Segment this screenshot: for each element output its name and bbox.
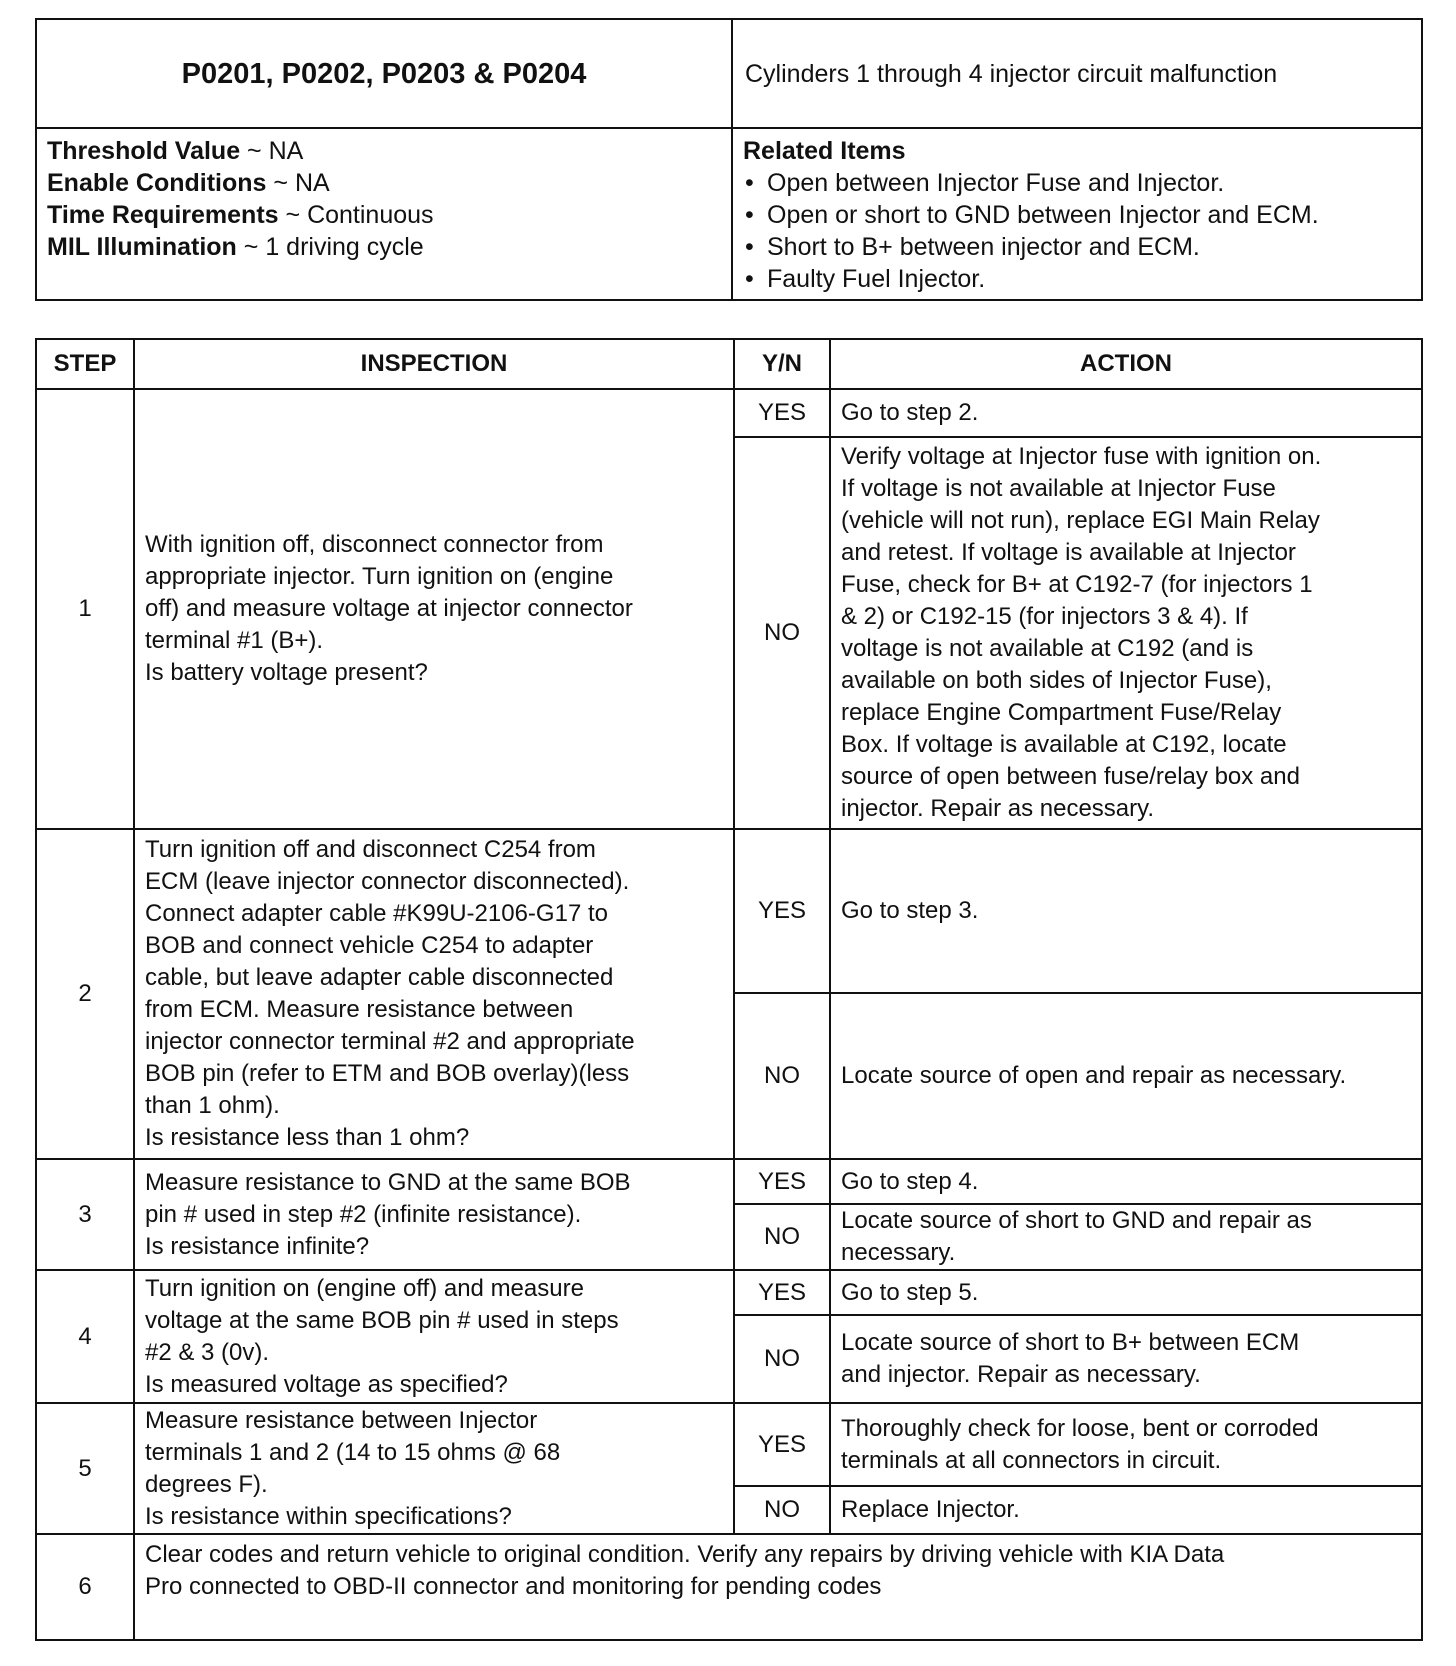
text-line: voltage at the same BOB pin # used in steps: [145, 1306, 619, 1334]
table-row: [36, 1270, 1422, 1315]
steps-body: [36, 389, 1422, 1640]
text-line: Is resistance less than 1 ohm?: [145, 1124, 470, 1151]
no-label: NO: [734, 993, 830, 1159]
text-line: replace Engine Compartment Fuse/Relay: [841, 699, 1282, 726]
yes-action: [830, 1403, 1422, 1486]
text-line: Is resistance within specifications?: [145, 1502, 512, 1530]
related-item: • Open between Injector Fuse and Injector.: [743, 167, 1411, 199]
text-line: BOB pin (refer to ETM and BOB overlay)(less: [145, 1060, 630, 1087]
text-line: cable, but leave adapter cable disconnected: [145, 964, 614, 991]
text-line: Go to step 2.: [841, 399, 979, 426]
header-inspection: INSPECTION: [134, 339, 734, 389]
yes-label: YES: [734, 1270, 830, 1315]
text-line: available on both sides of Injector Fuse),: [841, 667, 1272, 694]
yes-action: [830, 1159, 1422, 1204]
no-label: NO: [734, 1204, 830, 1270]
text-line: Box. If voltage is available at C192, locate: [841, 731, 1287, 758]
text-line: terminals 1 and 2 (14 to 15 ohms @ 68: [145, 1438, 561, 1466]
text-line: Replace Injector.: [841, 1496, 1020, 1523]
no-label: NO: [734, 437, 830, 829]
inspection-text: [134, 1270, 734, 1403]
text-line: source of open between fuse/relay box and: [841, 763, 1300, 790]
related-item: • Faulty Fuel Injector.: [743, 263, 1411, 295]
header-action: ACTION: [830, 339, 1422, 389]
text-line: terminals at all connectors in circuit.: [841, 1446, 1222, 1474]
text-line: Locate source of open and repair as necessary.: [841, 1062, 1347, 1089]
text-line: Turn ignition off and disconnect C254 from: [145, 836, 596, 863]
final-step-text: [134, 1534, 1422, 1640]
text-line: pin # used in step #2 (infinite resistance).: [145, 1200, 582, 1228]
related-items-list: [743, 167, 1411, 295]
step-number: 5: [36, 1403, 134, 1534]
text-line: injector. Repair as necessary.: [841, 795, 1155, 822]
text-line: Thoroughly check for loose, bent or corroded: [841, 1414, 1319, 1442]
text-line: necessary.: [841, 1239, 956, 1266]
text-line: Measure resistance between Injector: [145, 1406, 538, 1434]
related-items-title: Related Items: [743, 137, 906, 165]
dtc-header-table: [35, 18, 1423, 301]
inspection-text: [134, 389, 734, 829]
yes-action: [830, 389, 1422, 437]
yes-label: YES: [734, 389, 830, 437]
step-number: 2: [36, 829, 134, 1159]
step-number: 6: [36, 1534, 134, 1640]
step-number: 4: [36, 1270, 134, 1403]
header-yn: Y/N: [734, 339, 830, 389]
table-row: [36, 1159, 1422, 1204]
text-line: degrees F).: [145, 1470, 268, 1498]
text-line: Locate source of short to B+ between ECM: [841, 1329, 1300, 1356]
text-line: and retest. If voltage is available at Injector: [841, 539, 1296, 566]
text-line: #2 & 3 (0v).: [145, 1338, 270, 1366]
no-action: [830, 1204, 1422, 1270]
text-line: Locate source of short to GND and repair as: [841, 1207, 1312, 1234]
yes-label: YES: [734, 1403, 830, 1486]
inspection-text: [134, 1403, 734, 1534]
no-action: [830, 1315, 1422, 1403]
yes-action: [830, 1270, 1422, 1315]
text-line: Connect adapter cable #K99U-2106-G17 to: [145, 900, 608, 927]
text-line: off) and measure voltage at injector connector: [145, 595, 633, 622]
text-line: With ignition off, disconnect connector from: [145, 531, 604, 558]
table-row: [36, 1534, 1422, 1640]
dtc-codes: P0201, P0202, P0203 & P0204: [36, 19, 732, 128]
related-item: • Open or short to GND between Injector and ECM.: [743, 199, 1411, 231]
text-line: ECM (leave injector connector disconnected).: [145, 868, 630, 895]
text-line: voltage is not available at C192 (and is: [841, 635, 1254, 662]
conditions-cell: [36, 128, 732, 300]
text-line: (vehicle will not run), replace EGI Main Relay: [841, 507, 1320, 534]
text-line: Go to step 5.: [841, 1278, 979, 1306]
condition-threshold: Threshold Value ~ NA: [47, 137, 304, 165]
table-row: [36, 1403, 1422, 1486]
text-line: Is resistance infinite?: [145, 1232, 370, 1260]
text-line: and injector. Repair as necessary.: [841, 1361, 1201, 1388]
yes-label: YES: [734, 1159, 830, 1204]
text-line: Verify voltage at Injector fuse with ignition on.: [841, 443, 1322, 470]
condition-enable: Enable Conditions ~ NA: [47, 169, 330, 197]
header-step: STEP: [36, 339, 134, 389]
inspection-text: [134, 829, 734, 1159]
inspection-text: [134, 1159, 734, 1270]
text-line: & 2) or C192-15 (for injectors 3 & 4). If: [841, 603, 1248, 630]
step-number: 1: [36, 389, 134, 829]
related-item: • Short to B+ between injector and ECM.: [743, 231, 1411, 263]
condition-mil: MIL Illumination ~ 1 driving cycle: [47, 233, 424, 261]
no-action: [830, 1486, 1422, 1534]
no-label: NO: [734, 1315, 830, 1403]
step-number: 3: [36, 1159, 134, 1270]
related-items-cell: [732, 128, 1422, 300]
table-row: [36, 389, 1422, 437]
table-row: [36, 829, 1422, 993]
diagnostic-steps-table: [35, 338, 1423, 1641]
text-line: Pro connected to OBD-II connector and monitoring for pending codes: [145, 1573, 882, 1600]
text-line: Fuse, check for B+ at C192-7 (for injectors 1: [841, 571, 1313, 598]
no-action: [830, 993, 1422, 1159]
text-line: injector connector terminal #2 and appropriate: [145, 1028, 635, 1055]
no-action: [830, 437, 1422, 829]
text-line: Is measured voltage as specified?: [145, 1370, 508, 1398]
text-line: than 1 ohm).: [145, 1092, 280, 1119]
text-line: Go to step 3.: [841, 897, 979, 924]
condition-time: Time Requirements ~ Continuous: [47, 201, 434, 229]
text-line: Turn ignition on (engine off) and measure: [145, 1274, 584, 1302]
yes-action: [830, 829, 1422, 993]
text-line: If voltage is not available at Injector Fuse: [841, 475, 1276, 502]
text-line: Clear codes and return vehicle to original condition. Verify any repairs by driving vehicle with KIA Data: [145, 1541, 1225, 1568]
text-line: Go to step 4.: [841, 1167, 979, 1195]
no-label: NO: [734, 1486, 830, 1534]
text-line: from ECM. Measure resistance between: [145, 996, 574, 1023]
dtc-description: Cylinders 1 through 4 injector circuit malfunction: [732, 19, 1422, 128]
text-line: BOB and connect vehicle C254 to adapter: [145, 932, 594, 959]
text-line: Measure resistance to GND at the same BOB: [145, 1168, 631, 1196]
text-line: terminal #1 (B+).: [145, 627, 324, 654]
text-line: Is battery voltage present?: [145, 659, 428, 686]
text-line: appropriate injector. Turn ignition on (engine: [145, 563, 614, 590]
yes-label: YES: [734, 829, 830, 993]
